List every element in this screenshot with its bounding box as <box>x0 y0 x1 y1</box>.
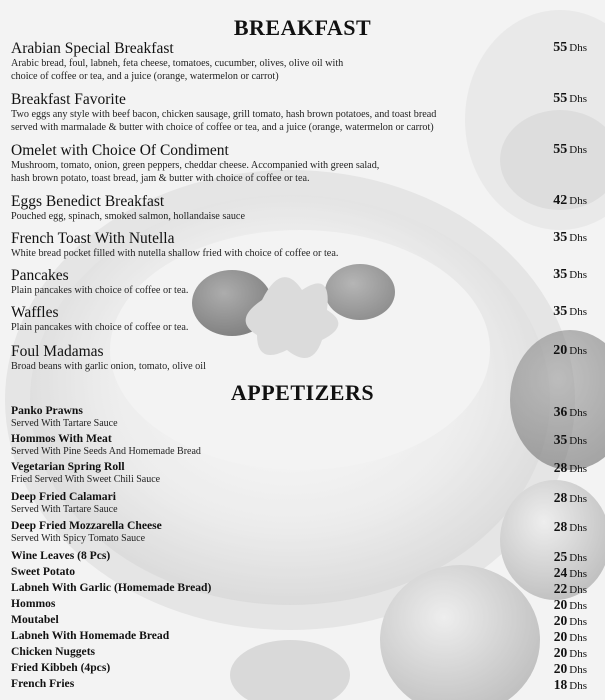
item-name: Eggs Benedict Breakfast <box>11 193 165 210</box>
item-price <box>554 490 587 506</box>
menu-item <box>11 645 595 659</box>
menu-item <box>11 613 595 627</box>
item-description: Served With Spicy Tomato Sauce <box>11 533 146 544</box>
item-price <box>553 40 587 56</box>
price-value: 18 <box>553 677 568 692</box>
item-price <box>554 432 587 448</box>
currency-label: Dhs <box>569 648 587 660</box>
price-value: 20 <box>553 629 568 644</box>
item-price <box>553 304 587 320</box>
price-value: 25 <box>553 549 568 564</box>
currency-label: Dhs <box>569 680 587 692</box>
breakfast-heading: BREAKFAST <box>233 15 372 40</box>
menu-item <box>11 304 595 334</box>
item-price <box>553 267 587 283</box>
price-value: 28 <box>553 490 568 505</box>
item-name: Panko Prawns <box>11 404 83 417</box>
item-name: Labneh With Homemade Bread <box>11 629 170 642</box>
item-name: Sweet Potato <box>11 565 76 578</box>
item-name: Labneh With Garlic (Homemade Bread) <box>11 581 212 594</box>
menu-item <box>11 142 595 185</box>
item-price <box>553 142 587 158</box>
item-price <box>554 645 587 661</box>
item-name: Deep Fried Calamari <box>11 490 116 503</box>
currency-label: Dhs <box>569 232 587 244</box>
menu-item <box>11 343 595 373</box>
item-description: Pouched egg, spinach, smoked salmon, hollandaise sauce <box>11 211 245 222</box>
item-description: Arabic bread, foul, labneh, feta cheese, tomatoes, cucumber, olives, olive oil with choice of coffee or tea, and a juice (orange, watermelon or carrot) <box>11 58 344 82</box>
item-description: Plain pancakes with choice of coffee or tea. <box>11 322 189 333</box>
menu-item <box>11 597 595 611</box>
price-value: 35 <box>553 432 568 447</box>
price-value: 36 <box>553 404 568 419</box>
price-value: 22 <box>553 581 568 596</box>
item-name: Hommos With Meat <box>11 432 112 445</box>
item-name: French Fries <box>11 677 75 690</box>
item-price <box>554 460 587 476</box>
menu-item <box>11 629 595 643</box>
currency-label: Dhs <box>569 407 587 419</box>
menu-item <box>11 677 595 691</box>
price-value: 42 <box>553 193 568 208</box>
item-description: White bread pocket filled with nutella shallow fried with choice of coffee or tea. <box>11 248 339 259</box>
item-price <box>553 230 587 246</box>
currency-label: Dhs <box>569 93 587 105</box>
item-price <box>554 565 587 581</box>
price-value: 35 <box>553 304 568 319</box>
item-name: Fried Kibbeh (4pcs) <box>11 661 111 674</box>
item-price <box>554 519 587 535</box>
item-name: Breakfast Favorite <box>11 91 126 108</box>
appetizers-heading: APPETIZERS <box>230 380 375 405</box>
price-value: 28 <box>553 519 568 534</box>
item-description: Served With Pine Seeds And Homemade Bread <box>11 446 201 457</box>
menu-item <box>11 519 595 545</box>
item-name: Deep Fried Mozzarella Cheese <box>11 519 162 532</box>
price-value: 55 <box>553 142 568 157</box>
item-price <box>554 597 587 613</box>
menu-item <box>11 661 595 675</box>
item-name: Foul Madamas <box>11 343 104 360</box>
menu-item <box>11 432 595 458</box>
item-description: Plain pancakes with choice of coffee or tea. <box>11 285 189 296</box>
currency-label: Dhs <box>569 306 587 318</box>
menu-item <box>11 267 595 297</box>
currency-label: Dhs <box>569 435 587 447</box>
menu-item <box>11 91 595 134</box>
menu-item <box>11 565 595 579</box>
menu-item <box>11 40 595 83</box>
item-name: Moutabel <box>11 613 59 626</box>
item-name: Hommos <box>11 597 56 610</box>
item-name: Chicken Nuggets <box>11 645 96 658</box>
menu-item <box>11 404 595 430</box>
item-price <box>554 629 587 645</box>
item-price <box>553 343 587 359</box>
item-price <box>553 193 587 209</box>
currency-label: Dhs <box>569 345 587 357</box>
price-value: 20 <box>553 661 568 676</box>
item-price <box>554 581 587 597</box>
currency-label: Dhs <box>569 42 587 54</box>
currency-label: Dhs <box>569 463 587 475</box>
item-description: Served With Tartare Sauce <box>11 504 118 515</box>
item-name: Omelet with Choice Of Condiment <box>11 142 229 159</box>
currency-label: Dhs <box>569 552 587 564</box>
item-price <box>554 661 587 677</box>
price-value: 55 <box>553 91 568 106</box>
item-description: Broad beans with garlic onion, tomato, olive oil <box>11 361 206 372</box>
item-name: Arabian Special Breakfast <box>11 40 174 57</box>
menu-item <box>11 549 595 563</box>
item-price <box>554 404 587 420</box>
price-value: 20 <box>553 343 568 358</box>
currency-label: Dhs <box>569 269 587 281</box>
menu-item <box>11 230 595 260</box>
menu-item <box>11 193 595 223</box>
item-price <box>554 549 587 565</box>
currency-label: Dhs <box>569 584 587 596</box>
currency-label: Dhs <box>569 522 587 534</box>
item-description: Fried Served With Sweet Chili Sauce <box>11 474 161 485</box>
item-name: French Toast With Nutella <box>11 230 175 247</box>
currency-label: Dhs <box>569 632 587 644</box>
item-description: Mushroom, tomato, onion, green peppers, cheddar cheese. Accompanied with green salad, hash brown potato, toast bread, jam & butter with choice of coffee or tea. <box>11 160 380 184</box>
price-value: 55 <box>553 40 568 55</box>
item-name: Vegetarian Spring Roll <box>11 460 125 473</box>
item-price <box>554 613 587 629</box>
price-value: 20 <box>553 645 568 660</box>
price-value: 35 <box>553 267 568 282</box>
item-name: Waffles <box>11 304 59 321</box>
item-price <box>553 91 587 107</box>
item-price <box>554 677 587 693</box>
currency-label: Dhs <box>569 600 587 612</box>
price-value: 35 <box>553 230 568 245</box>
item-description: Two eggs any style with beef bacon, chicken sausage, grill tomato, hash brown potatoes, and toast bread served with marmalade & butter with choice of coffee or tea, and a juice (orange, watermelon or carrot) <box>11 109 437 133</box>
currency-label: Dhs <box>569 616 587 628</box>
item-name: Wine Leaves (8 Pcs) <box>11 549 111 562</box>
menu-item <box>11 460 595 486</box>
price-value: 20 <box>553 597 568 612</box>
price-value: 28 <box>553 460 568 475</box>
currency-label: Dhs <box>569 144 587 156</box>
menu-item <box>11 581 595 595</box>
price-value: 20 <box>553 613 568 628</box>
item-name: Pancakes <box>11 267 69 284</box>
item-description: Served With Tartare Sauce <box>11 418 118 429</box>
currency-label: Dhs <box>569 664 587 676</box>
menu-item <box>11 490 595 516</box>
currency-label: Dhs <box>569 493 587 505</box>
currency-label: Dhs <box>569 195 587 207</box>
currency-label: Dhs <box>569 568 587 580</box>
price-value: 24 <box>553 565 568 580</box>
